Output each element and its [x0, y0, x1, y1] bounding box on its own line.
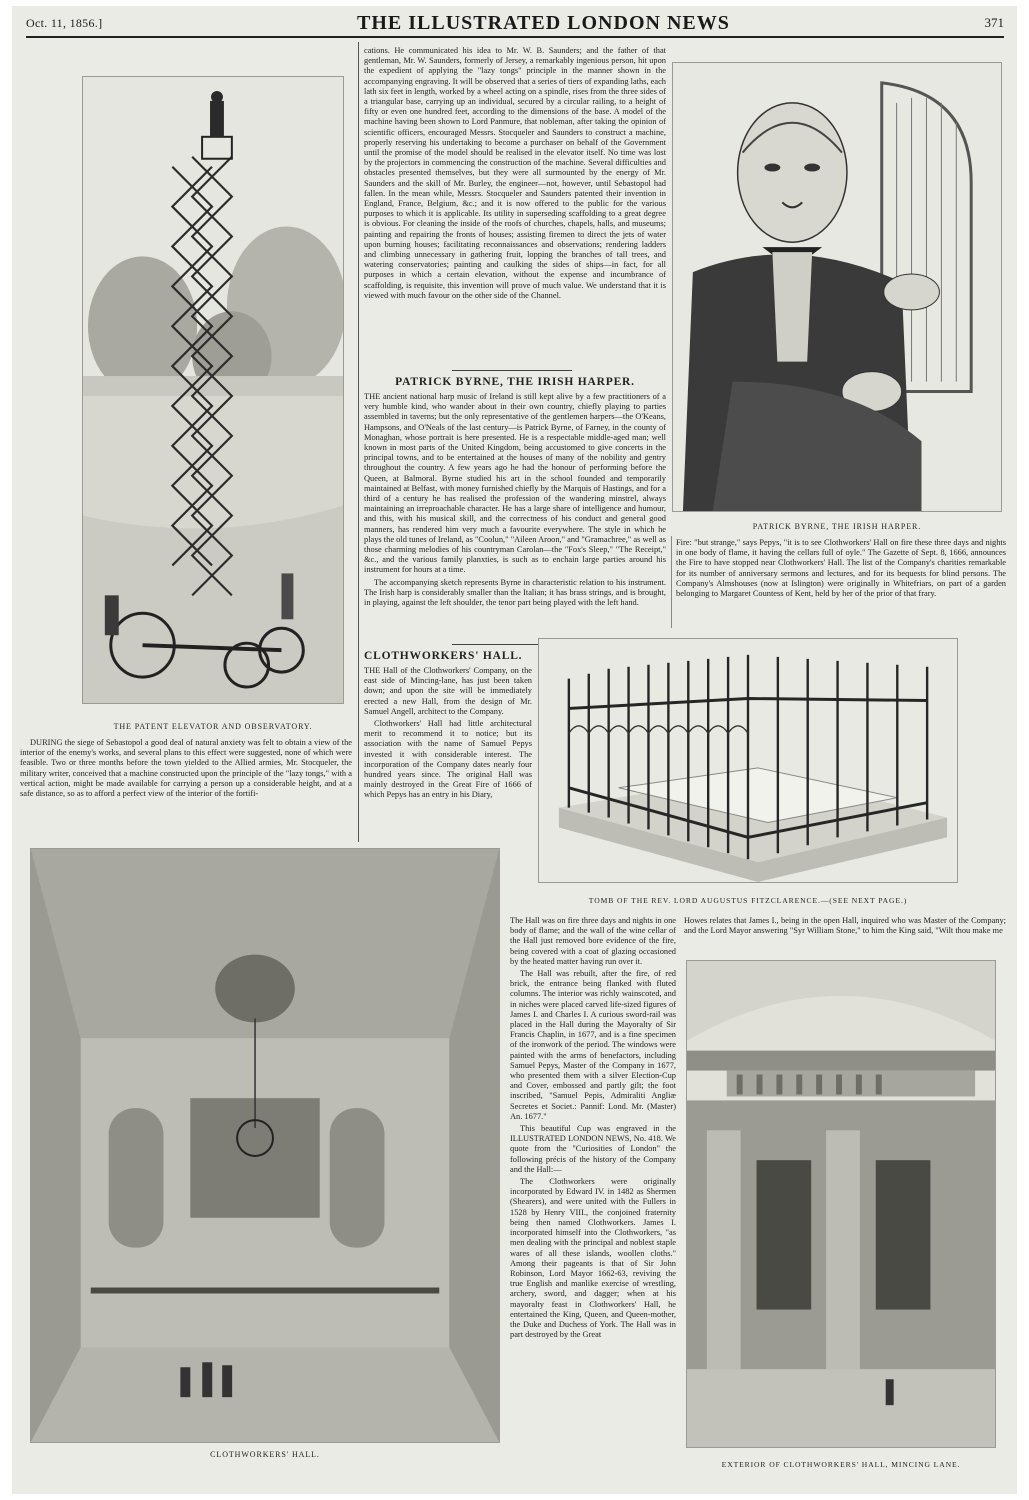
hall-history-text: [510, 916, 676, 1468]
issue-date: Oct. 11, 1856.]: [26, 15, 103, 30]
hall-exterior-caption: EXTERIOR OF CLOTHWORKERS' HALL, MINCING LANE.: [721, 1460, 961, 1469]
elevator-engraving: [82, 76, 344, 704]
elevator-intro-paragraph: DURING the siege of Sebastopol a good deal of natural anxiety was felt to obtain a view of the interior of the enemy's works, and several plans to this effect were suggested, none of which were feasible. Two or three months before the town yielded to the Allied armies, Mr. Stocqueler, the military writer, conceived that a machine constructed upon the principle of the "lazy tongs," with a vertical action, might be made available for carrying a person up a considerable height, and at a safe distance, so as to afford a perfect view of the interior of the fortifi-: [20, 738, 352, 799]
howes-text: [684, 916, 1006, 950]
hall-paragraph-2: The Hall was rebuilt, after the fire, of red brick, the entrance being flanked with fluted columns. The interior was richly wainscoted, and in niches were placed carved life-sized figures of James I. and Charles I. A curious sword-rail was placed in the Hall during the Mayoralty of Sir Francis Chaplin, in 1677, and is a fine specimen of the ironwork of the period. The windows were painted with the arms of benefactors, including Samuel Pepys, Master of the Company in 1677, who presented them with a silver Election-Cup and Cover, embossed and partly gilt; the foot inscribed, "Samuel Pepis, Admiraliti Angliæ Secretes et Societ.: Pannif: Lond. Mr. (Master) An. 1677.": [510, 969, 676, 1121]
hall-exterior-engraving: [686, 960, 996, 1448]
clothworkers-paragraph-2: Clothworkers' Hall had little architectural merit to recommend it to notice; but its association with the name of Samuel Pepys invested it with considerable interest. The incorporation of the Company dates nearly four hundred years since. The original Hall was mainly destroyed in the Great Fire of 1666 of which Pepys has an entry in his Diary,: [364, 719, 532, 800]
pepys-fire-text: [676, 538, 1006, 630]
hall-interior-caption: CLOTHWORKERS' HALL.: [210, 1450, 320, 1459]
section-rule: [452, 370, 572, 371]
byrne-heading: PATRICK BYRNE, THE IRISH HARPER.: [395, 376, 635, 388]
page-number: 371: [984, 15, 1004, 30]
hall-interior-engraving: [30, 848, 500, 1443]
column-rule: [358, 42, 359, 842]
byrne-caption: PATRICK BYRNE, THE IRISH HARPER.: [752, 522, 922, 531]
hall-paragraph-3: This beautiful Cup was engraved in the ILLUSTRATED LONDON NEWS, No. 418. We quote from the "Curiosities of London" the following précis of the history of the Company and the Hall:—: [510, 1124, 676, 1174]
elevator-continued-text: [364, 46, 666, 364]
newspaper-page: [12, 6, 1017, 1494]
clothworkers-article-text: [364, 666, 532, 838]
howes-paragraph: Howes relates that James I., being in the open Hall, inquired who was Master of the Company; and the Lord Mayor answering "Syr William Stone," to him the King said, "Wilt thou make me: [684, 916, 1006, 936]
pepys-fire-paragraph: Fire: "but strange," says Pepys, "it is to see Clothworkers' Hall on fire these three days and nights in one body of flame, it having the cellars full of oyle." The Gazette of Sept. 8, 1666, announces the Fire to have stopped near Clothworkers' Hall. The list of the Company's charities remarkable for its number of anniversary sermons and lectures, and for its bequests for blind persons. The Company's Almshouses (now at Islington) were originally in Whitefriars, on part of a garden belonging to Margaret Countess of Kent, held by her of the prior of that frary.: [676, 538, 1006, 599]
tomb-caption: TOMB OF THE REV. LORD AUGUSTUS FITZCLARENCE.—(SEE NEXT PAGE.): [588, 896, 908, 905]
byrne-paragraph-2: The accompanying sketch represents Byrne in characteristic relation to his instrument. The Irish harp is considerably smaller than the Italian; it has brass strings, and is brought, in playing, against the left shoulder, the tenor part being played with the left hand.: [364, 577, 666, 608]
hall-paragraph-1: The Hall was on fire three days and nights in one body of flame; and the wall of the wine cellar of the Hall just removed bore evidence of the fire, being covered with a coat of glazing occasioned by the heated matter having run over it.: [510, 916, 676, 966]
masthead: [26, 10, 1004, 38]
elevator-intro-text: [20, 738, 352, 834]
clothworkers-paragraph-1: THE Hall of the Clothworkers' Company, on the east side of Mincing-lane, has just been taken down; and upon the site will be immediately erected a new Hall, from the design of Mr. Samuel Angell, architect to the Company.: [364, 666, 532, 716]
hall-paragraph-4: The Clothworkers were originally incorporated by Edward IV. in 1482 as Shermen (Shearers), and were united with the Fullers in 1528 by Henry VIII., the conjoined fraternity being then named Clothworkers. James I. incorporated himself into the Clothworkers, "as men dealing with the principal and noblest staple wares of all these islands, woollen cloths." Among their pageants is that of Sir John Robinson, Lord Mayor 1662-63, reviving the true English and manlike exercise of wrestling, archery, sword, and dagger; when at his mayoralty feast in Clothworkers' Hall, he entertained the King, Queen, and Queen-mother, the Duke and Duchess of York. The Hall was in part destroyed by the Great: [510, 1177, 676, 1340]
byrne-portrait-engraving: [672, 62, 1002, 512]
byrne-article-text: [364, 392, 666, 638]
elevator-caption: THE PATENT ELEVATOR AND OBSERVATORY.: [113, 722, 313, 731]
elevator-continued-paragraph: cations. He communicated his idea to Mr. W. B. Saunders; and the father of that gentleman, Mr. W. Saunders, formerly of Jersey, a remarkably ingenious person, hit upon the expedient of applying the "lazy tongs" principle in the manner shown in the accompanying engraving. It will be observed that a series of tiers of expanding laths, each lath six feet in length, worked by a wheel acting on a spindle, rises from the three sides of a triangular base, carrying up an individual, secured by a circular railing, to a height of fifty or even one hundred feet, according to the dimensions of the base. A model of the machine having been shown to Lord Panmure, that nobleman, after taking the opinion of scientific officers, encouraged Messrs. Stocqueler and Saunders to construct a machine, properly reserving his undertaking to become a purchaser on behalf of the Government until the promise of the model should be realised in the elevator itself. No time was lost by the projectors in commencing the construction of the machine. Several difficulties and obstacles presented themselves, but they were all surmounted by the energy of Mr. Saunders and the skill of Mr. Burley, the engineer—not, however, until Sebastopol had fallen. In the mean while, Messrs. Stocqueler and Saunders patented their invention in England, France, Belgium, &c.; and it is now offered to the public for the various purposes to which it is applicable. Its utility in superseding scaffolding to a great degree is obvious. For cleaning the inside of the roofs of churches, chapels, halls, and museums; painting and repairing the fronts of houses; assisting firemen to direct the jets of water upon burning houses; facilitating reconnaissances and observations; rendering ladders and climbing unnecessary in gathering fruit, lopping the branches of tall trees, and watering conservatories; painting and caulking the sides of ships—in fact, for all purposes in which a certain elevation, without the expense and incumbrance of scaffolding, is requisite, this invention will prove of much value. We understand that it is viewed with much favour on the other side of the Channel.: [364, 46, 666, 300]
byrne-paragraph-1: THE ancient national harp music of Ireland is still kept alive by a few practitioners of a very humble kind, who wander about in their own country, chiefly playing to parties assembled in taverns; but the only representative of the gentlemen harpers—the O'Keans, Hampsons, and O'Neals of the last century—is Patrick Byrne, of Farney, in the county of Monaghan, whose portrait is here presented. He is a respectable middle-aged man; well known in most parts of the United Kingdom, being accustomed to give concerts in the principal towns, and to be entertained at the houses of many of the nobility and gentry throughout the country. A few years ago he had the honour of performing before the Queen, at Balmoral. Byrne studied his art in the school founded and temporarily maintained at Belfast, with money furnished chiefly by the Marquis of Hastings, and for a third of a century he has realised the profession of the wandering minstrel, always maintaining an irreproachable character. He has a large share of intelligence and humour, and this, with his musical skill, and the correctness of his conduct and general good manners, has rendered him very much a favourite everywhere. The style in which he plays the old tunes of Ireland, as "Coolun," "Aileen Aroon," and "Gramachree," as well as those charming melodies of his countryman Carolan—the "Fox's Sleep," "The Receipt," &c., and the various family planxties, is such as to enchain large parties around his instrument for hours at a time.: [364, 392, 666, 575]
column-rule: [671, 536, 672, 628]
tomb-engraving: [538, 638, 958, 883]
clothworkers-heading: CLOTHWORKERS' HALL.: [364, 650, 523, 662]
newspaper-title: THE ILLUSTRATED LONDON NEWS: [357, 11, 730, 34]
